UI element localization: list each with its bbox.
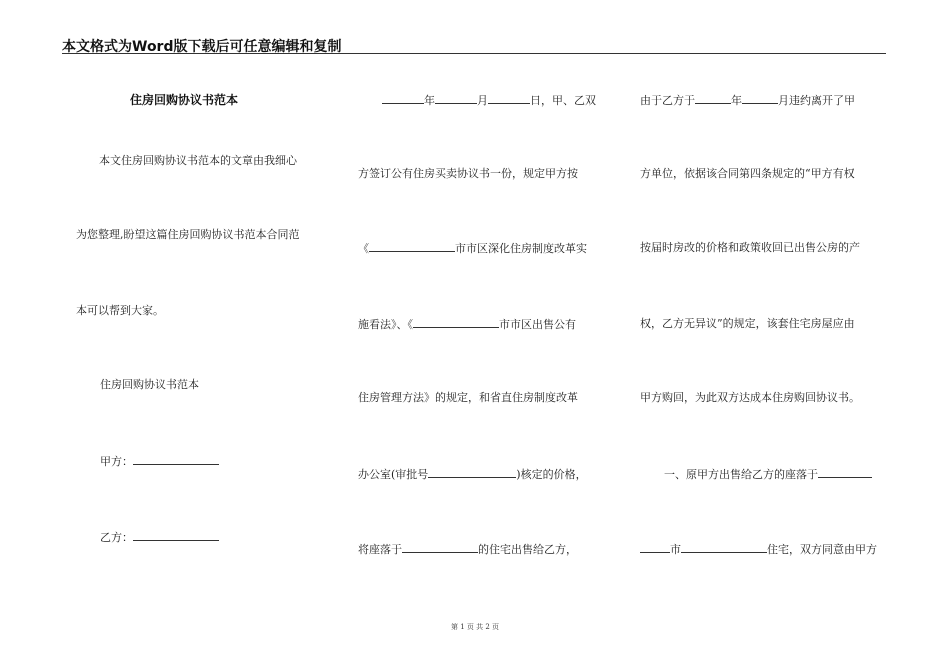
party-a-blank [133,454,219,465]
party-b-line [100,530,219,545]
header-rule [62,53,886,54]
party-a-line [100,454,219,469]
col3-line-1-pre: 由于乙方于 [640,94,695,107]
col3-month-blank [742,93,778,104]
col3-line-6 [664,467,872,482]
col2-line-3 [358,241,587,256]
col2-line-7 [358,542,577,557]
col3-city-blank [640,542,670,553]
col3-address-blank [681,542,767,553]
party-b-blank [133,530,219,541]
year-blank [382,93,424,104]
col3-year-blank [695,93,731,104]
col3-line-3: 按届时房改的价格和政策收回已出售公房的产 [640,241,860,254]
intro-line-3: 本可以帮到大家。 [76,304,164,317]
col2-line-4 [358,317,576,332]
col3-location-blank [818,467,872,478]
col2-line-6-post: )核定的价格， [516,468,587,481]
page-footer: 第 1 页 共 2 页 [450,623,500,631]
day-text: 日，甲、乙双 [530,94,596,107]
party-b-label: 乙方： [100,531,133,544]
party-a-label: 甲方： [100,455,133,468]
month-blank [435,93,477,104]
col3-line-7-post: 住宅，双方同意由甲方 [767,543,877,556]
document-header: 本文格式为Word版下载后可任意编辑和复制 [62,39,342,55]
intro-line-1: 本文住房回购协议书范本的文章由我细心 [99,154,297,167]
location-blank [402,542,478,553]
col3-year-label: 年 [731,94,742,107]
col2-line-6 [358,467,587,482]
month-label: 月 [477,94,488,107]
day-blank [488,93,530,104]
col3-line-5: 甲方购回，为此双方达成本住房购回协议书。 [640,391,860,404]
col2-line-5: 住房管理方法》的规定，和省直住房制度改革 [358,391,578,404]
subtitle: 住房回购协议书范本 [100,378,199,391]
year-label: 年 [424,94,435,107]
approval-no-blank [428,467,516,478]
col2-line-4-post: 市市区出售公有 [499,318,576,331]
col2-line-7-post: 的住宅出售给乙方， [478,543,577,556]
city-blank-1 [369,241,455,252]
city-blank-2 [413,317,499,328]
col2-line-4-pre: 施看法》、《 [358,318,413,331]
col3-line-2: 方单位，依据该合同第四条规定的“甲方有权 [640,167,855,180]
col2-line-2: 方签订公有住房买卖协议书一份，规定甲方按 [358,167,578,180]
col2-line-6-pre: 办公室(审批号 [358,468,429,481]
col3-line-1 [640,93,855,108]
col3-line-6-text: 一、原甲方出售给乙方的座落于 [664,468,818,481]
col3-line-4: 权，乙方无异议”的规定，该套住宅房屋应由 [640,317,855,330]
intro-line-2: 为您整理,盼望这篇住房回购协议书范本合同范 [76,228,300,241]
col2-line-3-post: 市市区深化住房制度改革实 [455,242,587,255]
col3-line-7 [640,542,877,557]
col2-line-3-pre: 《 [358,242,369,255]
col2-line-7-pre: 将座落于 [358,543,402,556]
col3-city-label: 市 [670,543,681,556]
col2-line-1 [382,93,596,108]
doc-title: 住房回购协议书范本 [130,93,239,107]
col3-line-1-post: 月违约离开了甲 [778,94,855,107]
